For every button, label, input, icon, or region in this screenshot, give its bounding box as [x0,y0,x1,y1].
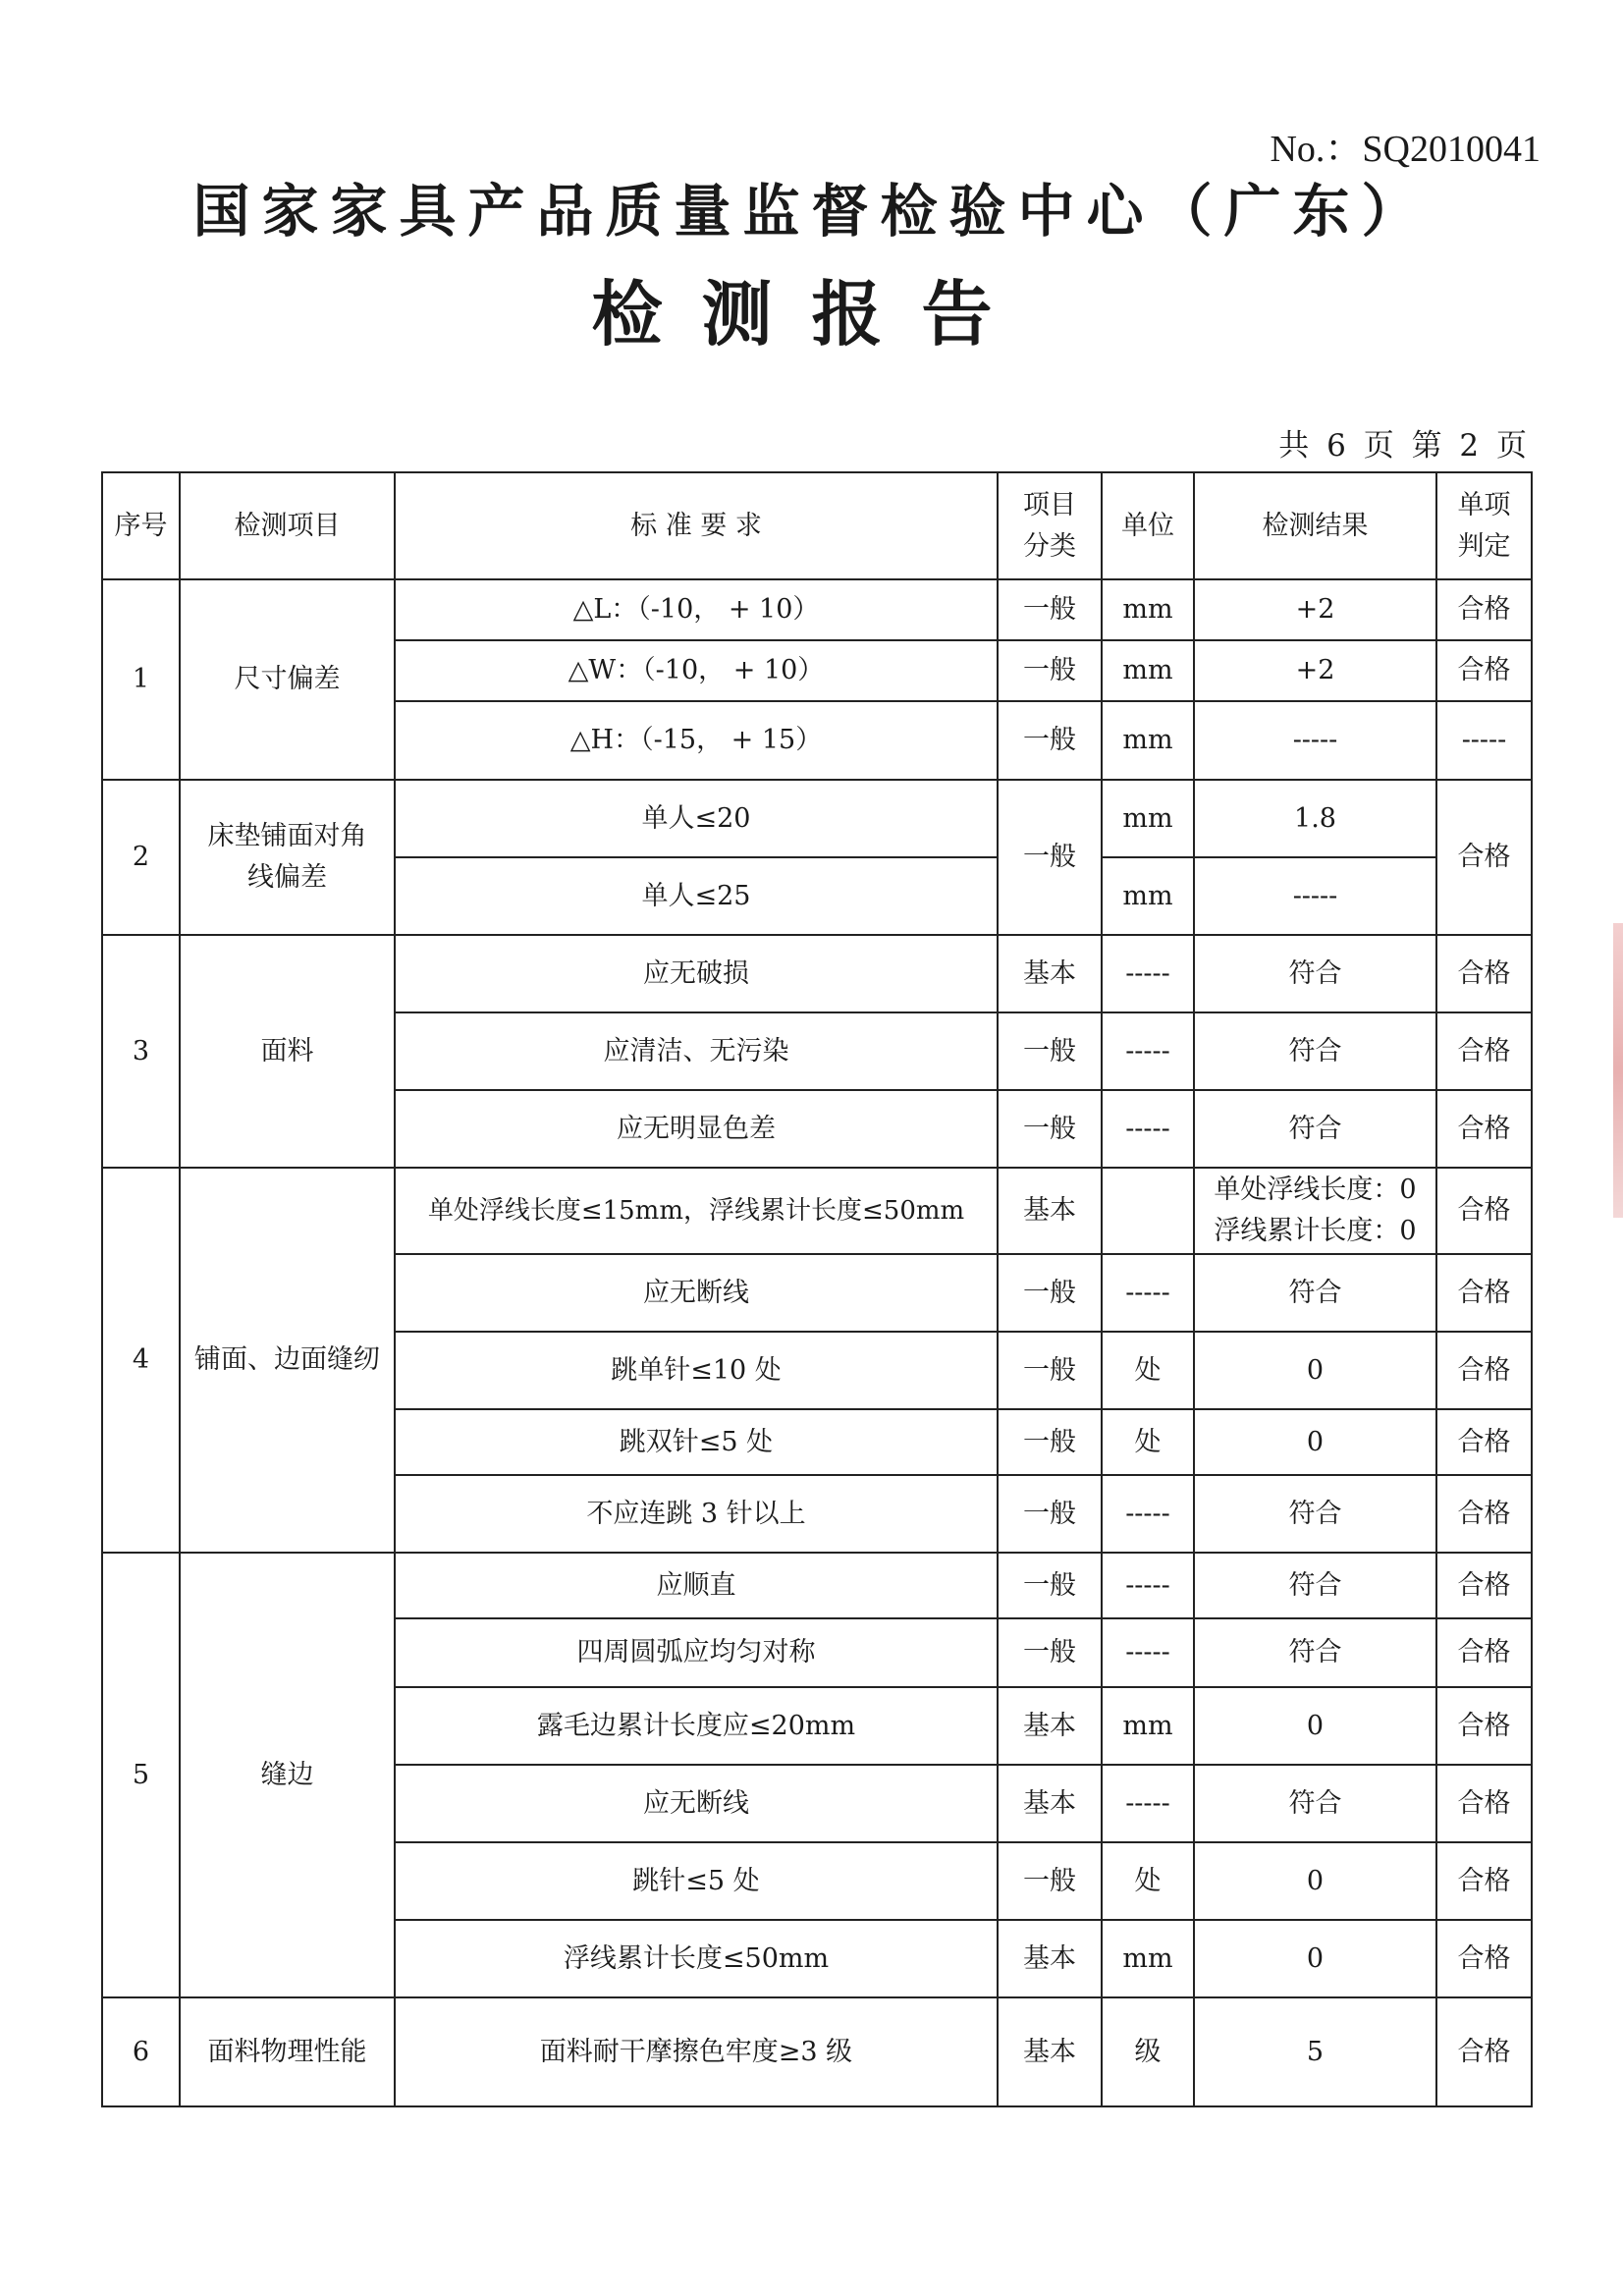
row-requirement: △L：（-10， + 10） [395,579,998,640]
report-number: No.：SQ2010041 [1270,129,1541,170]
row-verdict: 合格 [1436,1553,1532,1618]
row-verdict: 合格 [1436,640,1532,701]
row-unit: ----- [1102,1765,1194,1842]
header-verdict: 单项判定 [1436,472,1532,579]
row-unit: mm [1102,640,1194,701]
row-item: 床垫铺面对角线偏差 [180,780,395,935]
row-no: 4 [102,1168,180,1553]
row-item: 尺寸偏差 [180,579,395,780]
row-category: 一般 [998,1012,1102,1090]
row-requirement: 应无断线 [395,1254,998,1332]
row-verdict: 合格 [1436,1254,1532,1332]
header-result: 检测结果 [1194,472,1436,579]
row-category: 一般 [998,1090,1102,1168]
row-unit: ----- [1102,1618,1194,1687]
row-verdict: 合格 [1436,1475,1532,1553]
row-requirement: 跳单针≤10 处 [395,1332,998,1409]
row-result: ----- [1194,701,1436,780]
center-name: 国家家具产品质量监督检验中心（广东） [192,178,1431,245]
row-category: 一般 [998,1842,1102,1920]
row-verdict: 合格 [1436,1012,1532,1090]
table-row [102,1553,1532,1618]
row-requirement: △W：（-10， + 10） [395,640,998,701]
row-requirement: 应无破损 [395,935,998,1012]
row-result: ----- [1194,857,1436,935]
report-title: 检测报告 [591,273,1032,355]
row-requirement: △H：（-15， + 15） [395,701,998,780]
row-unit: mm [1102,579,1194,640]
row-result: 符合 [1194,1090,1436,1168]
header-category: 项目分类 [998,472,1102,579]
row-verdict: 合格 [1436,780,1532,935]
row-result: 0 [1194,1409,1436,1475]
row-no: 3 [102,935,180,1168]
row-verdict: 合格 [1436,1090,1532,1168]
row-category: 基本 [998,1687,1102,1765]
row-unit: mm [1102,780,1194,857]
row-verdict: 合格 [1436,1687,1532,1765]
row-category: 基本 [998,1168,1102,1254]
row-requirement: 单处浮线长度≤15mm，浮线累计长度≤50mm [395,1168,998,1254]
row-category: 基本 [998,935,1102,1012]
row-unit: ----- [1102,1012,1194,1090]
row-category: 基本 [998,1920,1102,1997]
row-result: 符合 [1194,1553,1436,1618]
header-no: 序号 [102,472,180,579]
row-item: 缝边 [180,1553,395,1997]
row-requirement: 四周圆弧应均匀对称 [395,1618,998,1687]
row-verdict: 合格 [1436,1168,1532,1254]
row-category: 一般 [998,1332,1102,1409]
row-no: 5 [102,1553,180,1997]
row-requirement: 浮线累计长度≤50mm [395,1920,998,1997]
row-unit: ----- [1102,1475,1194,1553]
row-result: 5 [1194,1997,1436,2106]
row-verdict: 合格 [1436,1997,1532,2106]
row-no: 1 [102,579,180,780]
row-category: 一般 [998,579,1102,640]
row-unit: mm [1102,1687,1194,1765]
row-unit: ----- [1102,935,1194,1012]
row-unit: 处 [1102,1409,1194,1475]
header-requirement: 标 准 要 求 [395,472,998,579]
row-requirement: 不应连跳 3 针以上 [395,1475,998,1553]
table-row [102,780,1532,857]
row-verdict: 合格 [1436,1765,1532,1842]
row-result: +2 [1194,579,1436,640]
row-result: +2 [1194,640,1436,701]
row-category: 一般 [998,780,1102,935]
table-row [102,1168,1532,1254]
table-header-row [102,472,1532,579]
row-category: 基本 [998,1997,1102,2106]
row-requirement: 应顺直 [395,1553,998,1618]
row-result: 0 [1194,1842,1436,1920]
row-no: 6 [102,1997,180,2106]
row-result: 符合 [1194,1765,1436,1842]
row-verdict: 合格 [1436,935,1532,1012]
row-verdict: 合格 [1436,579,1532,640]
table-row [102,579,1532,640]
row-item: 面料物理性能 [180,1997,395,2106]
row-category: 一般 [998,1254,1102,1332]
row-verdict: 合格 [1436,1618,1532,1687]
row-verdict: ----- [1436,701,1532,780]
row-requirement: 跳针≤5 处 [395,1842,998,1920]
row-requirement: 应无明显色差 [395,1090,998,1168]
header-item: 检测项目 [180,472,395,579]
row-unit: 级 [1102,1997,1194,2106]
row-category: 一般 [998,1553,1102,1618]
row-category: 一般 [998,640,1102,701]
row-requirement: 应清洁、无污染 [395,1012,998,1090]
row-result: 符合 [1194,1618,1436,1687]
row-category: 一般 [998,701,1102,780]
row-requirement: 应无断线 [395,1765,998,1842]
row-unit: 处 [1102,1332,1194,1409]
row-requirement: 跳双针≤5 处 [395,1409,998,1475]
row-requirement: 面料耐干摩擦色牢度≥3 级 [395,1997,998,2106]
row-requirement: 露毛边累计长度应≤20mm [395,1687,998,1765]
row-result: 符合 [1194,1475,1436,1553]
row-unit: mm [1102,701,1194,780]
header-unit: 单位 [1102,472,1194,579]
row-verdict: 合格 [1436,1409,1532,1475]
row-item: 铺面、边面缝纫 [180,1168,395,1553]
row-unit: ----- [1102,1090,1194,1168]
row-result: 0 [1194,1332,1436,1409]
row-verdict: 合格 [1436,1842,1532,1920]
result-line-total: 浮线累计长度：0 [1214,1216,1417,1246]
row-verdict: 合格 [1436,1920,1532,1997]
row-unit: ----- [1102,1254,1194,1332]
row-result: 符合 [1194,1254,1436,1332]
row-item: 面料 [180,935,395,1168]
row-result: 1.8 [1194,780,1436,857]
row-unit: mm [1102,857,1194,935]
result-line-single: 单处浮线长度：0 [1214,1175,1417,1206]
row-category: 一般 [998,1409,1102,1475]
row-requirement: 单人≤25 [395,857,998,935]
inspection-table [101,471,1533,2107]
row-result [1194,1168,1436,1254]
row-requirement: 单人≤20 [395,780,998,857]
table-row [102,935,1532,1012]
seal-stamp-edge [1613,923,1623,1218]
row-verdict: 合格 [1436,1332,1532,1409]
row-result: 0 [1194,1687,1436,1765]
table-row [102,1997,1532,2106]
row-category: 一般 [998,1475,1102,1553]
row-no: 2 [102,780,180,935]
row-unit: ----- [1102,1553,1194,1618]
row-unit: mm [1102,1920,1194,1997]
row-category: 一般 [998,1618,1102,1687]
page-info: 共 6 页 第 2 页 [1278,428,1531,464]
row-unit [1102,1168,1194,1254]
row-result: 符合 [1194,1012,1436,1090]
row-category: 基本 [998,1765,1102,1842]
row-unit: 处 [1102,1842,1194,1920]
row-result: 符合 [1194,935,1436,1012]
row-result: 0 [1194,1920,1436,1997]
